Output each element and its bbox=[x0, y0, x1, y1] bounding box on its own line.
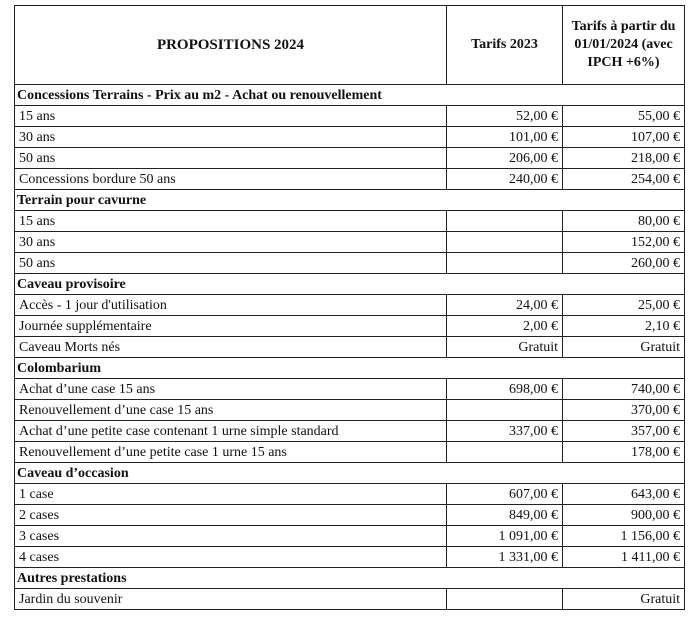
price-2023: 849,00 € bbox=[447, 505, 563, 526]
price-2023: 698,00 € bbox=[447, 379, 563, 400]
row-label: Renouvellement d’une petite case 1 urne 15 ans bbox=[15, 442, 447, 463]
price-2023 bbox=[447, 400, 563, 421]
price-2023: Gratuit bbox=[447, 337, 563, 358]
row-label: Accès - 1 jour d'utilisation bbox=[15, 295, 447, 316]
row-label: Journée supplémentaire bbox=[15, 316, 447, 337]
price-2024: 740,00 € bbox=[563, 379, 685, 400]
table-row bbox=[15, 421, 685, 442]
tariff-table bbox=[14, 5, 685, 610]
table-row bbox=[15, 484, 685, 505]
section-row bbox=[15, 274, 685, 295]
price-2023: 2,00 € bbox=[447, 316, 563, 337]
row-label: Caveau Morts nés bbox=[15, 337, 447, 358]
header-row bbox=[15, 6, 685, 85]
price-2023: 206,00 € bbox=[447, 148, 563, 169]
price-2024: 107,00 € bbox=[563, 127, 685, 148]
tariff-document bbox=[14, 5, 684, 610]
price-2023: 240,00 € bbox=[447, 169, 563, 190]
price-2023: 1 091,00 € bbox=[447, 526, 563, 547]
price-2024: 152,00 € bbox=[563, 232, 685, 253]
table-row bbox=[15, 400, 685, 421]
table-row bbox=[15, 316, 685, 337]
table-row bbox=[15, 337, 685, 358]
section-row bbox=[15, 85, 685, 106]
section-title: Terrain pour cavurne bbox=[15, 190, 685, 211]
section-title: Caveau provisoire bbox=[15, 274, 685, 295]
price-2023: 52,00 € bbox=[447, 106, 563, 127]
table-row bbox=[15, 547, 685, 568]
price-2024: Gratuit bbox=[563, 337, 685, 358]
price-2024: Gratuit bbox=[563, 589, 685, 610]
row-label: 1 case bbox=[15, 484, 447, 505]
price-2024: 357,00 € bbox=[563, 421, 685, 442]
section-row bbox=[15, 358, 685, 379]
price-2023: 607,00 € bbox=[447, 484, 563, 505]
price-2024: 178,00 € bbox=[563, 442, 685, 463]
row-label: 15 ans bbox=[15, 211, 447, 232]
table-row bbox=[15, 127, 685, 148]
table-row bbox=[15, 442, 685, 463]
header-tarifs-2023: Tarifs 2023 bbox=[447, 6, 563, 85]
price-2023: 337,00 € bbox=[447, 421, 563, 442]
table-row bbox=[15, 379, 685, 400]
table-row bbox=[15, 526, 685, 547]
table-header bbox=[15, 6, 685, 85]
row-label: 15 ans bbox=[15, 106, 447, 127]
table-row bbox=[15, 169, 685, 190]
header-tarifs-2024: Tarifs à partir du 01/01/2024 (avec IPCH +6%) bbox=[563, 6, 685, 85]
table-row bbox=[15, 505, 685, 526]
price-2024: 218,00 € bbox=[563, 148, 685, 169]
price-2023 bbox=[447, 253, 563, 274]
table-row bbox=[15, 253, 685, 274]
price-2024: 260,00 € bbox=[563, 253, 685, 274]
price-2023: 1 331,00 € bbox=[447, 547, 563, 568]
row-label: 4 cases bbox=[15, 547, 447, 568]
section-title: Autres prestations bbox=[15, 568, 685, 589]
section-title: Concessions Terrains - Prix au m2 - Achat ou renouvellement bbox=[15, 85, 685, 106]
table-row bbox=[15, 295, 685, 316]
section-row bbox=[15, 568, 685, 589]
row-label: Renouvellement d’une case 15 ans bbox=[15, 400, 447, 421]
section-title: Caveau d’occasion bbox=[15, 463, 685, 484]
price-2024: 80,00 € bbox=[563, 211, 685, 232]
price-2024: 2,10 € bbox=[563, 316, 685, 337]
price-2024: 55,00 € bbox=[563, 106, 685, 127]
price-2023 bbox=[447, 589, 563, 610]
row-label: 30 ans bbox=[15, 127, 447, 148]
price-2023: 24,00 € bbox=[447, 295, 563, 316]
header-propositions: PROPOSITIONS 2024 bbox=[15, 6, 447, 85]
table-row bbox=[15, 211, 685, 232]
section-row bbox=[15, 463, 685, 484]
price-2024: 25,00 € bbox=[563, 295, 685, 316]
price-2024: 1 411,00 € bbox=[563, 547, 685, 568]
section-row bbox=[15, 190, 685, 211]
row-label: Achat d’une petite case contenant 1 urne simple standard bbox=[15, 421, 447, 442]
row-label: 50 ans bbox=[15, 253, 447, 274]
row-label: Concessions bordure 50 ans bbox=[15, 169, 447, 190]
table-body bbox=[15, 85, 685, 610]
price-2023: 101,00 € bbox=[447, 127, 563, 148]
section-title: Colombarium bbox=[15, 358, 685, 379]
price-2024: 254,00 € bbox=[563, 169, 685, 190]
row-label: Achat d’une case 15 ans bbox=[15, 379, 447, 400]
table-row bbox=[15, 148, 685, 169]
row-label: 30 ans bbox=[15, 232, 447, 253]
table-row bbox=[15, 232, 685, 253]
price-2024: 1 156,00 € bbox=[563, 526, 685, 547]
price-2024: 900,00 € bbox=[563, 505, 685, 526]
price-2023 bbox=[447, 232, 563, 253]
row-label: Jardin du souvenir bbox=[15, 589, 447, 610]
table-row bbox=[15, 106, 685, 127]
price-2023 bbox=[447, 211, 563, 232]
row-label: 3 cases bbox=[15, 526, 447, 547]
price-2024: 643,00 € bbox=[563, 484, 685, 505]
row-label: 50 ans bbox=[15, 148, 447, 169]
row-label: 2 cases bbox=[15, 505, 447, 526]
price-2024: 370,00 € bbox=[563, 400, 685, 421]
price-2023 bbox=[447, 442, 563, 463]
table-row bbox=[15, 589, 685, 610]
